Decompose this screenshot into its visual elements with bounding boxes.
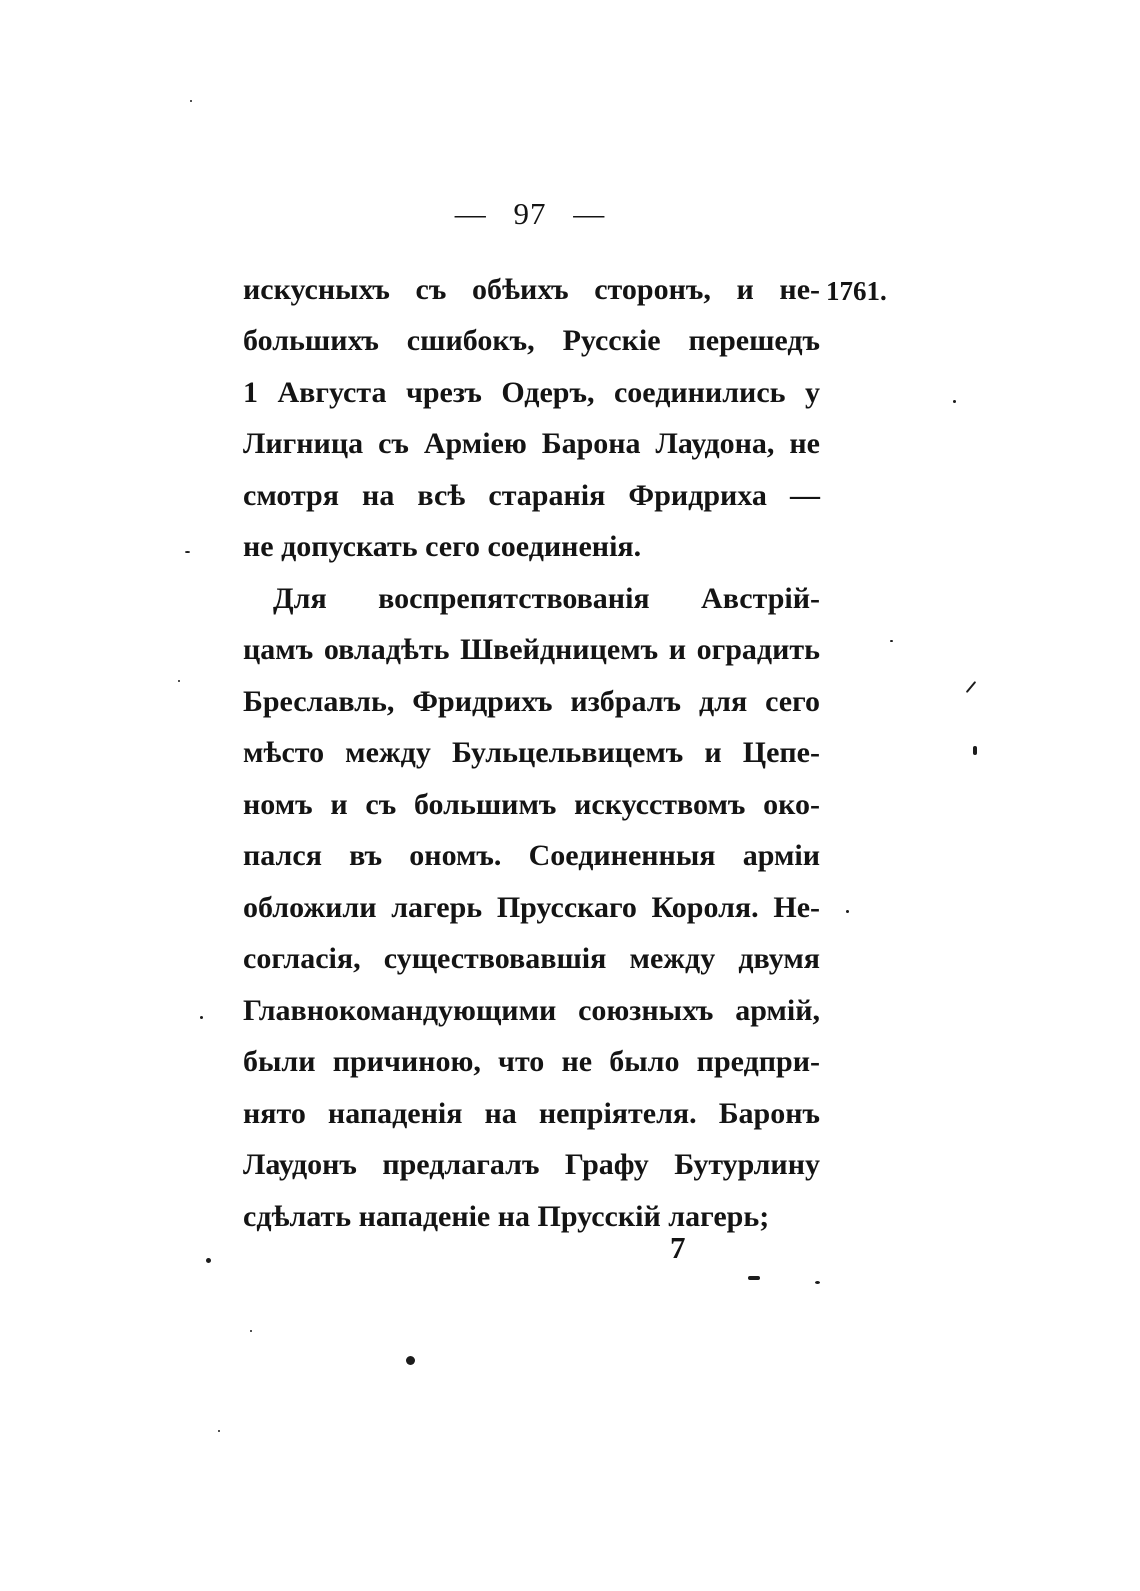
text-line: мѣсто между Бульцельвицемъ и Цепе- — [243, 736, 820, 769]
text-line: 1 Августа чрезъ Одеръ, соединились у — [243, 376, 820, 409]
text-line: искусныхъ съ обѣихъ сторонъ, и не- — [243, 273, 820, 306]
scan-speck — [406, 1356, 415, 1365]
header-dash-left: — — [454, 196, 487, 231]
text-line: нято нападенія на непріятеля. Баронъ — [243, 1097, 820, 1130]
text-line: пался въ ономъ. Соединенныя арміи — [243, 839, 820, 872]
scan-speck — [846, 910, 849, 913]
text-line: большихъ сшибокъ, Русскіе перешедъ — [243, 324, 820, 357]
text-line: Главнокомандующими союзныхъ армій, — [243, 994, 820, 1027]
scan-speck — [973, 746, 977, 755]
scan-speck — [748, 1276, 760, 1280]
scan-speck — [206, 1258, 211, 1263]
scan-speck — [815, 1281, 820, 1284]
page-number: 97 — [513, 196, 547, 231]
text-line: были причиною, что не было предпри- — [243, 1045, 820, 1078]
scan-speck — [966, 681, 977, 693]
text-line: Лигница съ Арміею Барона Лаудона, не — [243, 427, 820, 460]
text-line: Лаудонъ предлагалъ Графу Бутурлину — [243, 1148, 820, 1181]
scan-speck — [250, 1330, 252, 1332]
text-line: не допускать сего соединенія. — [243, 530, 642, 563]
text-line: согласія, существовавшія между двумя — [243, 942, 820, 975]
scan-speck — [200, 1016, 203, 1019]
margin-year-note: 1761. — [826, 276, 887, 306]
scan-speck — [190, 100, 192, 102]
text-line: Бреславль, Фридрихъ избралъ для сего — [243, 685, 820, 718]
text-line: номъ и съ большимъ искусствомъ око- — [243, 788, 820, 821]
scan-speck — [953, 400, 956, 403]
text-line: сдѣлать нападеніе на Прусскій лагерь; — [243, 1200, 770, 1233]
scan-speck — [178, 680, 180, 682]
text-line: смотря на всѣ старанія Фридриха — — [243, 479, 820, 512]
header-dash-right: — — [573, 196, 606, 231]
scan-speck — [185, 551, 190, 553]
text-line: цамъ овладѣть Швейдницемъ и оградить — [243, 633, 820, 666]
text-line: обложили лагерь Прусскаго Короля. Не- — [243, 891, 820, 924]
text-line: Для воспрепятствованія Австрій- — [273, 582, 820, 615]
scan-speck — [890, 640, 893, 642]
page-header — [0, 196, 1060, 232]
signature-mark: 7 — [670, 1230, 686, 1265]
scan-speck — [218, 1430, 220, 1432]
